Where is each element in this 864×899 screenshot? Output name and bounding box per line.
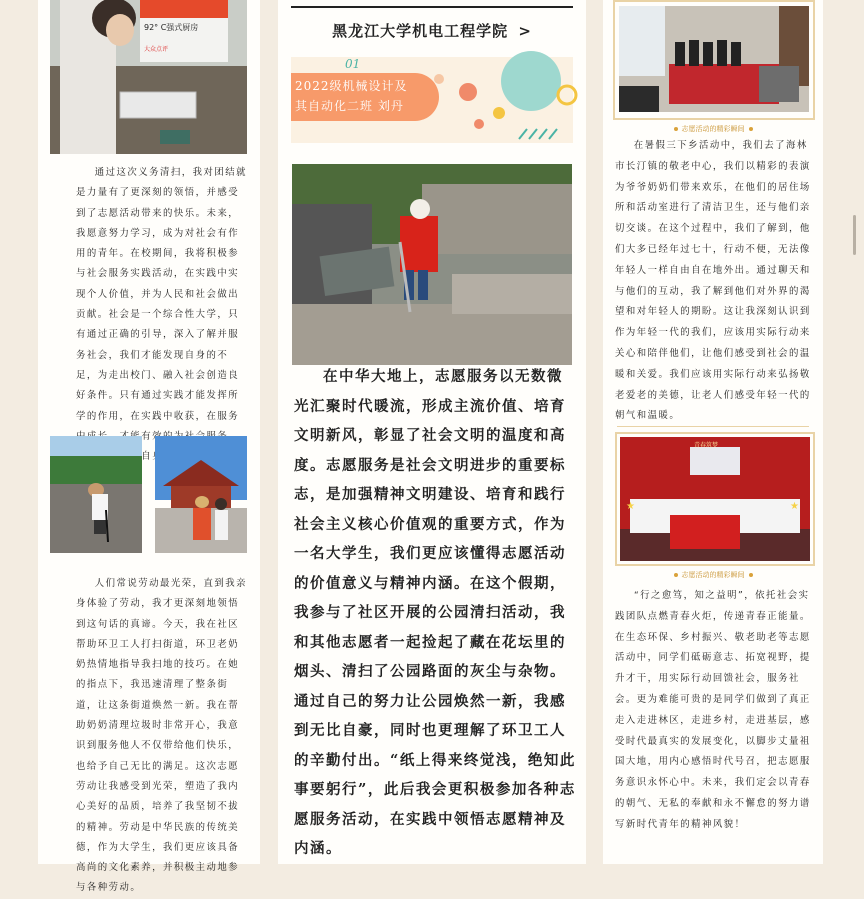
park-sweeping-photo-art <box>292 164 572 365</box>
section-divider <box>617 426 809 427</box>
nursing-home-photo-art <box>619 6 809 112</box>
nursing-home-photo <box>619 6 809 112</box>
author-line-2: 其自动化二班 刘丹 <box>295 99 404 113</box>
store-sign-brand: 大众点评 <box>144 46 169 53</box>
right-article-panel <box>603 0 823 864</box>
volunteers-temple-photo-art <box>155 436 247 553</box>
chevron-right-icon: > <box>518 22 532 40</box>
park-sweeping-photo <box>292 164 572 365</box>
left-article-panel <box>38 0 260 894</box>
girl-sweeping-photo <box>50 436 142 553</box>
author-line-1: 2022级机械设计及 <box>295 79 408 93</box>
hammer-sickle-icon: ★ <box>790 501 799 512</box>
header-top-rule <box>291 6 573 8</box>
girl-sweeping-photo-art <box>50 436 142 553</box>
caption-1 <box>603 124 823 134</box>
caption-1-text: 志愿活动的精彩瞬间 <box>681 125 745 133</box>
banner-number: 01 <box>345 57 361 71</box>
hammer-sickle-icon: ★ <box>626 501 635 512</box>
scrollbar-thumb[interactable] <box>853 215 856 255</box>
center-body-text: 在中华大地上，志愿服务以无数微光汇聚时代暖流，形成主流价值、培育文明新风，彰显了社会文明的温度和高度。志愿服务是社会文明进步的重要标志，是加强精神文明建设、培育和践行社会主义核心价值观的重要方式，作为一名大学生，我们更应该懂得志愿活动的价值意义与精神内涵。在这个假期，我参与了社区开展的公园清扫活动，我和其他志愿者一起捡起了藏在花坛里的烟头、清扫了公园路面的灰尘与杂物。通过自己的努力让公园焕然一新，我感到无比自豪，同时也更理解了环卫工人的辛勤付出。“纸上得来终觉浅，绝知此事要躬行”，此后我会更积极参加各种志愿服务活动，在实践中领悟志愿精神及内涵。 <box>294 368 576 857</box>
caption-2-text: 志愿活动的精彩瞬间 <box>681 571 745 579</box>
col3-paragraph-1: 在暑假三下乡活动中，我们去了海林市长汀镇的敬老中心，我们以精彩的表演为爷爷奶奶们带来欢乐，在他们的居住场所和活动室进行了清洁卫生，还与他们亲切交谈。在这个过程中，我们了解到，他们大多已经年过七十，行动不便，无法像年轻人一样自由自在地外出。通过聊天和与他们的互动，我了解到他们对外界的渴望和对年轻人的期盼。这让我深刻认识到作为年轻一代的我们，应该用实际行动来关心和陪伴他们，让他们感受到社会的温暖和关爱。我们应该用实际行动来弘扬敬老爱老的美德，让老人们感受年轻一代的朝气和温暖。 <box>615 140 811 422</box>
col3-paragraph-2: “行之愈笃，知之益明”，依托社会实践团队点燃青春火炬，传递青春正能量。在生态环保、乡村振兴、敬老助老等志愿活动中，同学们砥砺意志、拓宽视野，提升才干，用实际行动回馈社会，服务社会。更为难能可贵的是同学们做到了真正走入走进林区，走进乡村，走进基层，感受时代最真实的发展变化，以脚步丈量祖国大地，用内心感悟时代号召，把志愿服务意识永怀心中。未来，我们定会以青春的朝气、无私的奉献和永不懈怠的努力谱写新时代青年的精神风貌！ <box>615 590 811 830</box>
center-article-panel <box>278 0 586 864</box>
college-title: 黑龙江大学机电工程学院 <box>332 22 509 40</box>
volunteers-temple-photo <box>155 436 247 553</box>
author-banner <box>291 57 573 143</box>
store-sign-temp: 92° C强式厨房 <box>144 23 199 32</box>
college-header-link[interactable] <box>278 20 586 41</box>
team-flag-photo-art <box>620 437 810 561</box>
screen-banner-text: 青春筑梦 <box>694 442 719 449</box>
caption-2 <box>603 570 823 580</box>
team-flag-photo <box>620 437 810 561</box>
col1-paragraph-1: 通过这次义务清扫，我对团结就是力量有了更深刻的领悟，并感受到了志愿活动带来的快乐。未来，我愿意努力学习，成为对社会有作用的青年。在校期间，我将积极参与社会服务实践活动，在实践中实现个人价值，并为人民和社会做出贡献。社会是一个综合性大学，只有通过正确的引导，深入了解并服务社会，我们才能发现自身的不足，为走出校门、融入社会创造良好条件。只有通过实践才能发挥所学的作用，在实践中收获，在服务 能有效 自 <box>76 167 248 463</box>
cleaning-photo <box>50 0 247 154</box>
col1-paragraph-2: 人们常说劳动最光荣，直到我亲身体验了劳动，我才更深刻地领悟到这句话的真谛。今天，我在社区帮助环卫工人打扫街道，环卫老奶奶热情地指导我扫地的技巧。在她的指点下，我迅速清理了整条街道，让这条街道焕然一新。我在帮助奶奶清理垃圾时非常开心，我意识到服务他人不仅带给他们快乐，也给予自己无比的满足。这次志愿劳动让我感受到光荣，塑造了我内心美好的品质，培养了我坚韧不拔的精神。劳动是中华民族的传统美德，作为大学生，我们更应该具备高尚的文化素养，并积极主动地参与各种劳动。 <box>76 578 248 894</box>
